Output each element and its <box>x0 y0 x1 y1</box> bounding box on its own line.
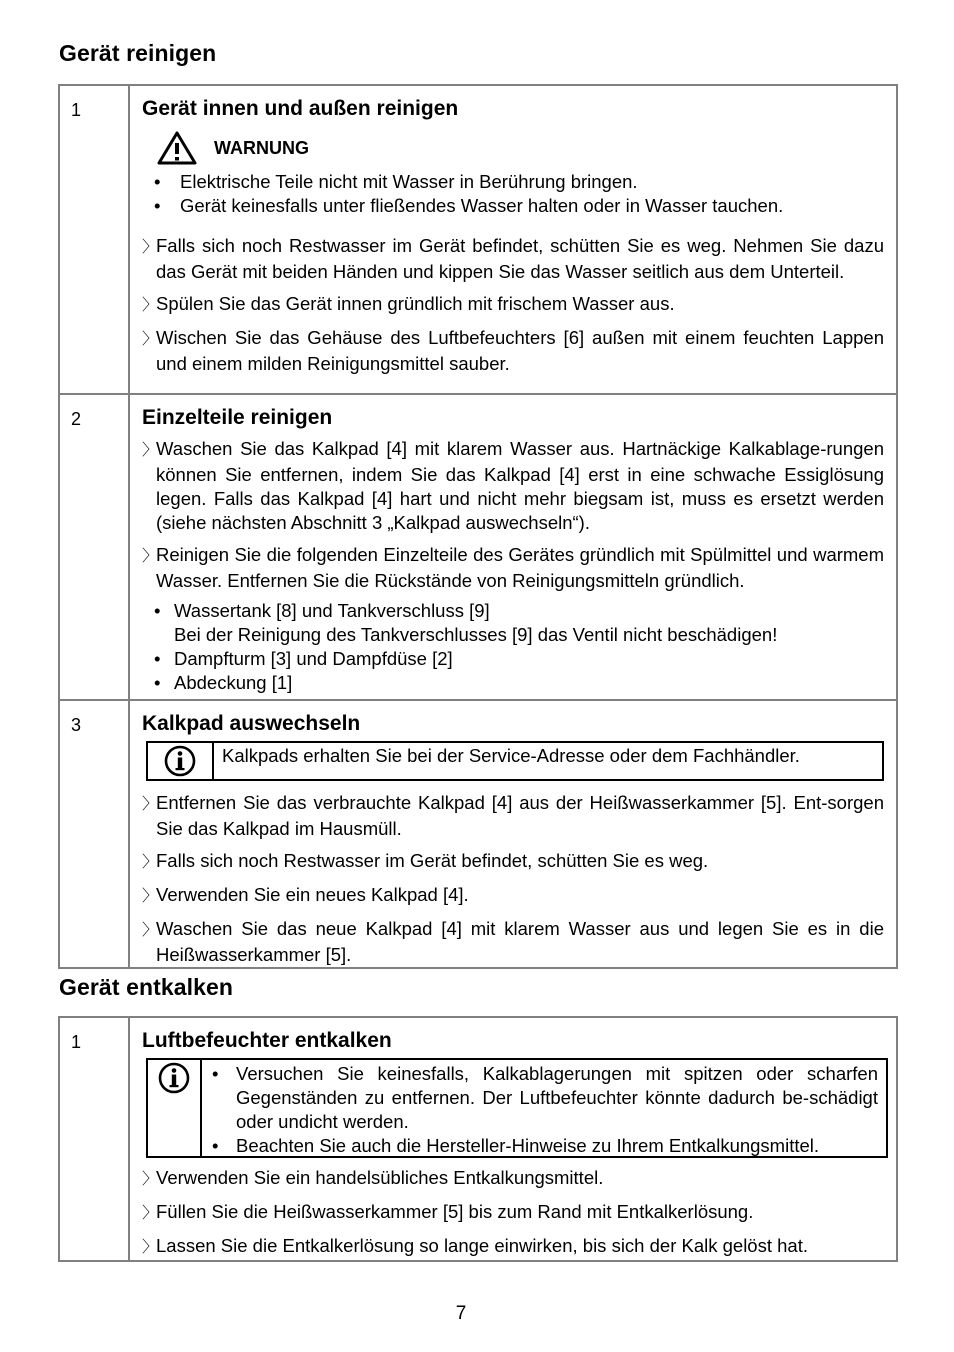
instruction: 〉Falls sich noch Restwasser im Gerät befindet, schütten Sie es weg. <box>142 849 884 875</box>
page-number: 7 <box>455 1303 467 1324</box>
info-box <box>146 1058 888 1158</box>
step-content <box>129 1017 897 1261</box>
step-marker-icon: 〉 <box>142 331 159 348</box>
instruction: 〉Wischen Sie das Gehäuse des Luftbefeuchters [6] außen mit einem feuchten Lappen und einem milden Reinigungsmittel sauber. <box>142 327 884 374</box>
part-note: Bei der Reinigung des Tankverschlusses [9] das Ventil nicht beschädigen! <box>174 624 778 645</box>
warning-list <box>142 170 884 218</box>
parts-list <box>142 599 884 695</box>
instruction: 〉Entfernen Sie das verbrauchte Kalkpad [4] aus der Heißwasserkammer [5]. Ent-sorgen Sie das Kalkpad im Hausmüll. <box>142 792 884 839</box>
step-marker-icon: 〉 <box>142 239 159 256</box>
info-icon <box>163 745 197 777</box>
part-item: • Wassertank [8] und Tankverschluss [9] <box>142 599 884 623</box>
info-text: Kalkpads erhalten Sie bei der Service-Adresse oder dem Fachhändler. <box>222 745 800 766</box>
step-content <box>129 700 897 968</box>
step-number: 1 <box>59 85 129 394</box>
instruction: 〉Falls sich noch Restwasser im Gerät befindet, schütten Sie es weg. Nehmen Sie dazu das Gerät mit beiden Händen und kippen Sie das Wasser seitlich aus dem Unterteil. <box>142 235 884 282</box>
step-marker-icon: 〉 <box>142 922 159 939</box>
info-icon-cell <box>148 743 214 779</box>
info-item: • Versuchen Sie keinesfalls, Kalkablagerungen mit spitzen oder scharfen Gegenständen zu entfernen. Der Luftbefeuchter könnte dadurch be-schädigt oder undicht werden. <box>204 1062 878 1134</box>
step-marker-icon: 〉 <box>142 888 159 905</box>
step-title: Gerät innen und außen reinigen <box>142 97 459 120</box>
step-marker-icon: 〉 <box>142 1171 159 1188</box>
step-row <box>59 700 897 968</box>
instruction: 〉Verwenden Sie ein handelsübliches Entkalkungsmittel. <box>142 1166 884 1192</box>
step-title: Kalkpad auswechseln <box>142 712 361 735</box>
part-item: • Abdeckung [1] <box>142 671 884 695</box>
instruction: 〉Lassen Sie die Entkalkerlösung so lange einwirken, bis sich der Kalk gelöst hat. <box>142 1234 884 1260</box>
step-row <box>59 85 897 394</box>
step-title: Luftbefeuchter entkalken <box>142 1029 392 1052</box>
descaling-steps-table <box>58 1016 898 1262</box>
step-number: 2 <box>59 394 129 700</box>
step-marker-icon: 〉 <box>142 548 159 565</box>
part-item: • Dampfturm [3] und Dampfdüse [2] <box>142 647 884 671</box>
step-number: 1 <box>59 1017 129 1261</box>
cleaning-steps-table <box>58 84 898 969</box>
step-marker-icon: 〉 <box>142 796 159 813</box>
warning-item: • Gerät keinesfalls unter fließendes Wasser halten oder in Wasser tauchen. <box>142 194 884 218</box>
info-icon-cell <box>148 1060 202 1156</box>
step-marker-icon: 〉 <box>142 297 159 314</box>
instruction: 〉Reinigen Sie die folgenden Einzelteile des Gerätes gründlich mit Spülmittel und warmem Wasser. Entfernen Sie die Rückstände von Reinigungsmitteln gründlich. <box>142 544 884 591</box>
step-marker-icon: 〉 <box>142 854 159 871</box>
info-item: • Beachten Sie auch die Hersteller-Hinweise zu Ihrem Entkalkungsmittel. <box>204 1134 878 1158</box>
step-title: Einzelteile reinigen <box>142 406 333 429</box>
warning-triangle-icon <box>156 130 198 166</box>
info-icon <box>157 1062 191 1094</box>
instruction: 〉Verwenden Sie ein neues Kalkpad [4]. <box>142 883 884 909</box>
step-marker-icon: 〉 <box>142 442 159 459</box>
instruction: 〉Füllen Sie die Heißwasserkammer [5] bis zum Rand mit Entkalkerlösung. <box>142 1200 884 1226</box>
instruction: 〉Waschen Sie das neue Kalkpad [4] mit klarem Wasser aus und legen Sie es in die Heißwasserkammer [5]. <box>142 918 884 965</box>
step-marker-icon: 〉 <box>142 1239 159 1256</box>
step-content <box>129 85 897 394</box>
warning-item: • Elektrische Teile nicht mit Wasser in Berührung bringen. <box>142 170 884 194</box>
step-row <box>59 394 897 700</box>
instruction: 〉Spülen Sie das Gerät innen gründlich mit frischem Wasser aus. <box>142 292 884 318</box>
info-list <box>204 1062 878 1158</box>
instruction: 〉Waschen Sie das Kalkpad [4] mit klarem Wasser aus. Hartnäckige Kalkablage-rungen können Sie entfernen, indem Sie das Kalkpad [4] erst in eine schwache Essiglösung legen. Falls das Kalkpad [4] hart und nicht mehr biegsam ist, muss es ersetzt werden (siehe nächsten Abschnitt 3 „Kalkpad auswechseln“). <box>142 438 884 533</box>
info-text <box>202 1060 886 1156</box>
step-content <box>129 394 897 700</box>
warning-label: WARNUNG <box>214 137 309 158</box>
section-title-reinigen: Gerät reinigen <box>59 40 217 66</box>
info-box <box>146 741 884 781</box>
step-number: 3 <box>59 700 129 968</box>
step-row <box>59 1017 897 1261</box>
warning-header <box>156 128 884 168</box>
step-marker-icon: 〉 <box>142 1205 159 1222</box>
section-title-entkalken: Gerät entkalken <box>59 974 234 1000</box>
